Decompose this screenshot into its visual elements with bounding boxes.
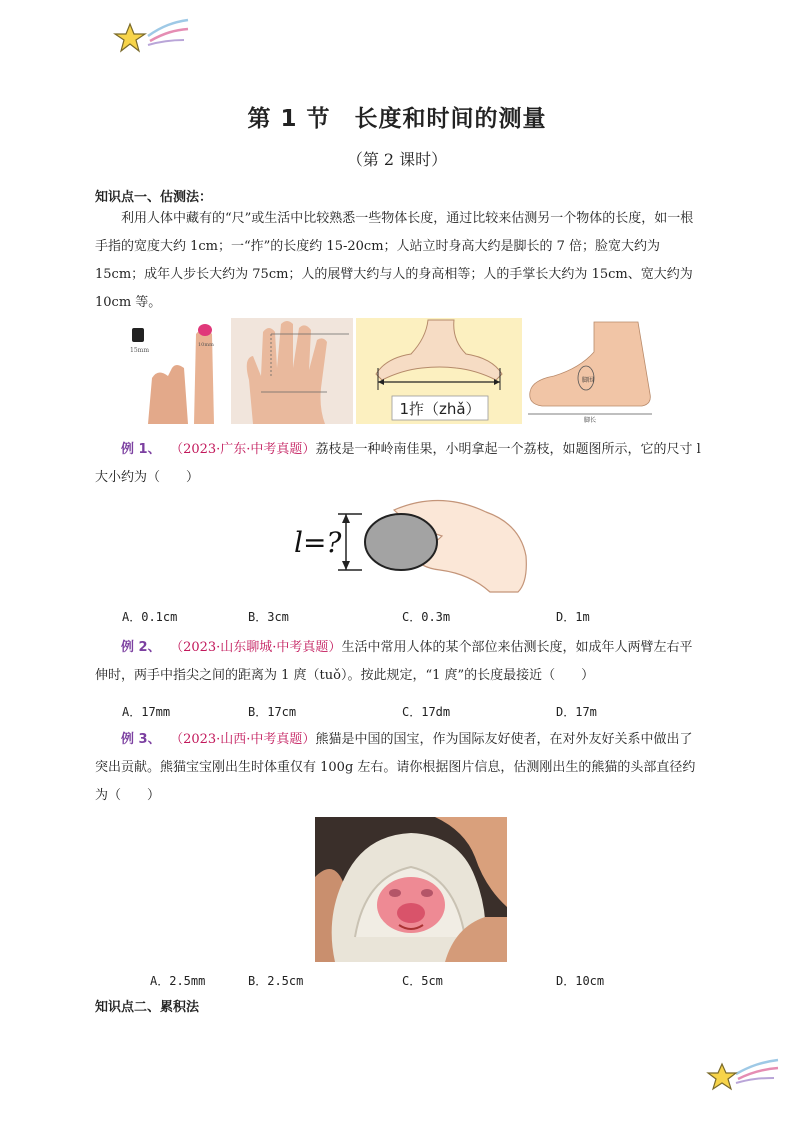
finger-label-b: 10mm [198, 342, 214, 348]
example-1-label: 例 1、 [121, 442, 161, 457]
lychee-size-label: l=? [294, 526, 342, 559]
finger-width-image [128, 318, 228, 424]
zha-label: 1拃（zhǎ） [399, 400, 481, 418]
example-1-option-a[interactable]: A．0.1cm [122, 610, 178, 624]
shooting-star-icon [706, 1056, 782, 1096]
example-3-option-a[interactable]: A．2.5mm [150, 974, 206, 988]
finger-label-a: 15mm [130, 347, 150, 354]
example-2-question [95, 634, 701, 690]
paragraph-text: 利用人体中藏有的“尺”或生活中比较熟悉一些物体长度，通过比较来估测另一个物体的长度，如一根手指的宽度大约 1cm；一“拃”的长度约 15-20cm；人站立时身高大约是脚长的 7 倍；脸宽大约为 15cm；成年人步长大约为 75cm；人的展臂大约与人的身高相等；人的手掌长大约为 15cm、宽大约为 10cm 等。 [95, 211, 694, 310]
zha-span-image [356, 318, 522, 424]
section-heading-1: 知识点一、估测法： [95, 190, 213, 205]
panda-cub-photo [315, 817, 507, 962]
example-3-option-d[interactable]: D．10cm [556, 974, 605, 988]
palm-width-image [231, 318, 353, 424]
example-1 [95, 436, 701, 492]
section-heading-2: 知识点二、累积法 [95, 1000, 200, 1015]
example-2-source: （2023·山东聊城·中考真题） [176, 640, 342, 655]
example-2 [95, 634, 701, 690]
example-2-option-d[interactable]: D．17m [556, 705, 597, 719]
example-1-question [95, 436, 701, 492]
example-2-option-c[interactable]: C．17dm [402, 705, 451, 719]
example-3-option-b[interactable]: B．2.5cm [248, 974, 304, 988]
foot-length-image [524, 318, 664, 424]
example-1-option-b[interactable]: B．3cm [248, 610, 289, 624]
example-3-option-c[interactable]: C．5cm [402, 974, 443, 988]
section-body-1 [95, 205, 701, 317]
example-2-label: 例 2、 [121, 640, 161, 655]
foot-length-label: 脚长 [584, 417, 597, 424]
example-3-source: （2023·山西·中考真题） [176, 732, 316, 747]
example-1-text: 荔枝是一种岭南佳果，小明拿起一个荔枝，如题图所示，它的尺寸 l 大小约为（ ） [95, 442, 701, 485]
example-3-label: 例 3、 [121, 732, 161, 747]
example-3-text: 熊猫是中国的国宝，作为国际友好使者，在对外友好关系中做出了突出贡献。熊猫宝宝刚出生时体重仅有 100g 左右。请你根据图片信息，估测刚出生的熊猫的头部直径约为（ ） [95, 732, 696, 803]
example-2-option-a[interactable]: A．17mm [122, 705, 171, 719]
example-2-text: 生活中常用人体的某个部位来估测长度，如成年人两臂左右平伸时，两手中指尖之间的距离为 1 庹（tuǒ）。按此规定，“1 庹”的长度最接近（ ） [95, 640, 693, 683]
page-subtitle: （第 2 课时） [346, 150, 448, 169]
foot-width-label: 脚围 [582, 377, 595, 384]
shooting-star-icon [112, 14, 192, 60]
example-2-option-b[interactable]: B．17cm [248, 705, 297, 719]
example-3-question [95, 726, 701, 810]
example-1-option-d[interactable]: D．1m [556, 610, 590, 624]
example-3 [95, 726, 701, 810]
example-1-option-c[interactable]: C．0.3m [402, 610, 451, 624]
example-1-source: （2023·广东·中考真题） [176, 442, 316, 457]
lychee-figure [290, 496, 534, 596]
page-title: 第 1 节 长度和时间的测量 [247, 106, 547, 132]
